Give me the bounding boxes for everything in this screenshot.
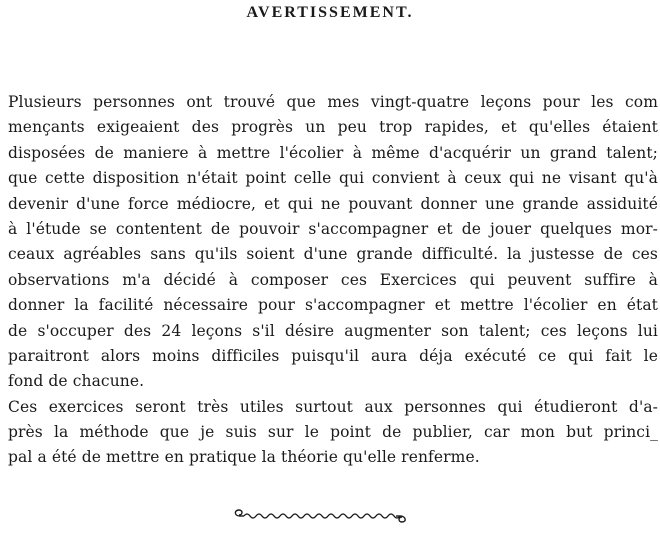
text-line-14: près la méthode que je suis sur le point de publier, car mon but princi_ bbox=[8, 423, 658, 442]
notice-body bbox=[8, 90, 658, 471]
text-line-6: à l'étude se contentent de pouvoir s'accompagner et de jouer quelques mor- bbox=[8, 219, 658, 238]
ornament-divider-icon bbox=[230, 506, 412, 524]
text-line-9: donner la facilité nécessaire pour s'accompagner et mettre l'écolier en état bbox=[8, 296, 658, 315]
text-line-7: ceaux agréables sans qu'ils soient d'une grande difficulté. la justesse de ces bbox=[8, 245, 658, 264]
text-line-12: fond de chacune. bbox=[8, 372, 145, 391]
text-line-10: de s'occuper des 24 leçons s'il désire augmenter son talent; ces leçons lui bbox=[8, 321, 658, 340]
text-line-11: paraitront alors moins difficiles puisqu'il aura déja exécuté ce qui fait le bbox=[8, 346, 658, 365]
page-title: AVERTISSEMENT. bbox=[246, 4, 414, 21]
text-line-8: observations m'a décidé à composer ces Exercices qui peuvent suffire à bbox=[8, 270, 658, 289]
text-line-2: mençants exigeaient des progrès un peu trop rapides, et qu'elles étaient bbox=[8, 118, 658, 137]
text-line-13: Ces exercices seront très utiles surtout aux personnes qui étudieront d'a- bbox=[8, 397, 658, 416]
text-line-15: pal a été de mettre en pratique la théorie qu'elle renferme. bbox=[8, 448, 480, 467]
text-line-4: que cette disposition n'était point celle qui convient à ceux qui ne visant qu'à bbox=[8, 169, 658, 188]
text-line-5: devenir d'une force médiocre, et qui ne pouvant donner une grande assiduité bbox=[8, 194, 658, 213]
text-line-1: Plusieurs personnes ont trouvé que mes vingt-quatre leçons pour les com bbox=[8, 93, 658, 111]
text-line-3: disposées de maniere à mettre l'écolier à même d'acquérir un grand talent; bbox=[8, 143, 658, 162]
